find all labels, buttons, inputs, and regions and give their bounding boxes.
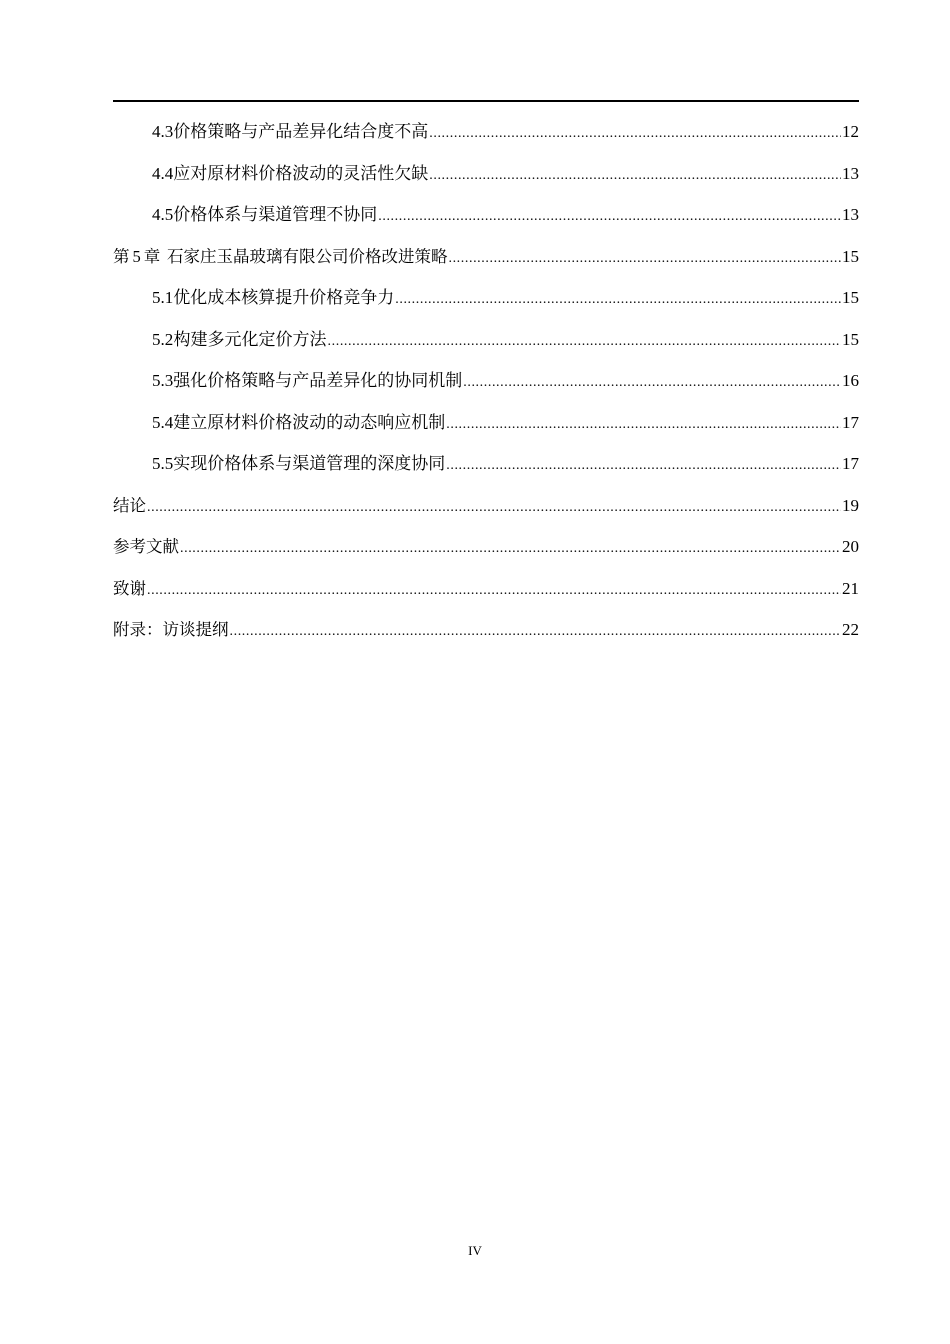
toc-entry-number: 5.3: [152, 371, 174, 390]
toc-chapter-number: [113, 236, 160, 278]
toc-entry-references[interactable]: [113, 526, 859, 568]
toc-entry-title: 价格策略与产品差异化结合度不高: [173, 122, 429, 141]
toc-entry-page: 13: [842, 163, 859, 183]
dot-leader: [180, 528, 841, 570]
toc-entry-number: 5.5: [152, 454, 174, 473]
table-of-contents: [113, 111, 859, 651]
dot-leader: [446, 404, 841, 446]
toc-entry-appendix[interactable]: [113, 609, 859, 651]
chapter-suffix: 章: [143, 246, 161, 266]
toc-entry-title: 致谢: [113, 578, 146, 598]
toc-entry-title: 优化成本核算提升价格竞争力: [173, 288, 395, 307]
toc-entry-page: 13: [842, 205, 859, 224]
toc-entry-4-4[interactable]: [113, 153, 859, 195]
toc-entry-page: 17: [842, 412, 859, 432]
toc-entry-page: 21: [842, 578, 859, 598]
toc-entry-chapter-5[interactable]: [113, 236, 859, 278]
toc-entry-4-3[interactable]: [113, 111, 859, 153]
toc-entry-page: 17: [842, 454, 859, 473]
page-number: IV: [468, 1243, 482, 1258]
toc-entry-5-4[interactable]: [113, 402, 859, 444]
dot-leader: [230, 611, 842, 653]
toc-entry-page: 20: [842, 537, 859, 556]
dot-leader: [429, 155, 841, 197]
toc-entry-title: 建立原材料价格波动的动态响应机制: [173, 412, 446, 432]
toc-entry-acknowledgements[interactable]: [113, 568, 859, 610]
header-rule: [113, 100, 859, 102]
toc-entry-page: 19: [842, 495, 859, 515]
dot-leader: [463, 362, 841, 404]
toc-entry-5-5[interactable]: [113, 443, 859, 485]
toc-entry-5-1[interactable]: [113, 277, 859, 319]
toc-entry-5-3[interactable]: [113, 360, 859, 402]
toc-entry-number: 5.4: [152, 412, 174, 432]
toc-entry-page: 15: [842, 288, 859, 307]
dot-leader: [395, 279, 841, 321]
chapter-number: 5: [132, 246, 141, 266]
dot-leader: [328, 321, 841, 363]
toc-entry-title: 参考文献: [113, 537, 179, 556]
toc-entry-page: 16: [842, 371, 859, 390]
toc-entry-title: 强化价格策略与产品差异化的协同机制: [173, 371, 463, 390]
toc-entry-number: 4.3: [152, 122, 174, 141]
toc-entry-page: 22: [842, 620, 859, 639]
toc-entry-title: 应对原材料价格波动的灵活性欠缺: [173, 163, 429, 183]
toc-entry-title: 石家庄玉晶玻璃有限公司价格改进策略: [166, 246, 448, 266]
toc-entry-conclusion[interactable]: [113, 485, 859, 527]
dot-leader: [448, 238, 841, 280]
toc-entry-number: 4.4: [152, 163, 174, 183]
dot-leader: [429, 113, 841, 155]
toc-entry-title: 实现价格体系与渠道管理的深度协同: [173, 454, 446, 473]
toc-entry-title: 附录：访谈提纲: [113, 620, 229, 639]
toc-entry-page: 15: [842, 246, 859, 266]
toc-entry-page: 12: [842, 122, 859, 141]
chapter-prefix: 第: [113, 246, 130, 266]
dot-leader: [147, 487, 841, 529]
toc-entry-title: 价格体系与渠道管理不协同: [173, 205, 378, 224]
toc-entry-title: 构建多元化定价方法: [173, 329, 327, 349]
dot-leader: [378, 196, 841, 238]
toc-entry-4-5[interactable]: [113, 194, 859, 236]
toc-entry-number: 5.2: [152, 329, 174, 349]
toc-entry-5-2[interactable]: [113, 319, 859, 361]
toc-entry-number: 5.1: [152, 288, 174, 307]
dot-leader: [446, 445, 841, 487]
toc-entry-number: 4.5: [152, 205, 174, 224]
toc-entry-page: 15: [842, 329, 859, 349]
toc-entry-title: 结论: [113, 495, 146, 515]
dot-leader: [147, 570, 841, 612]
